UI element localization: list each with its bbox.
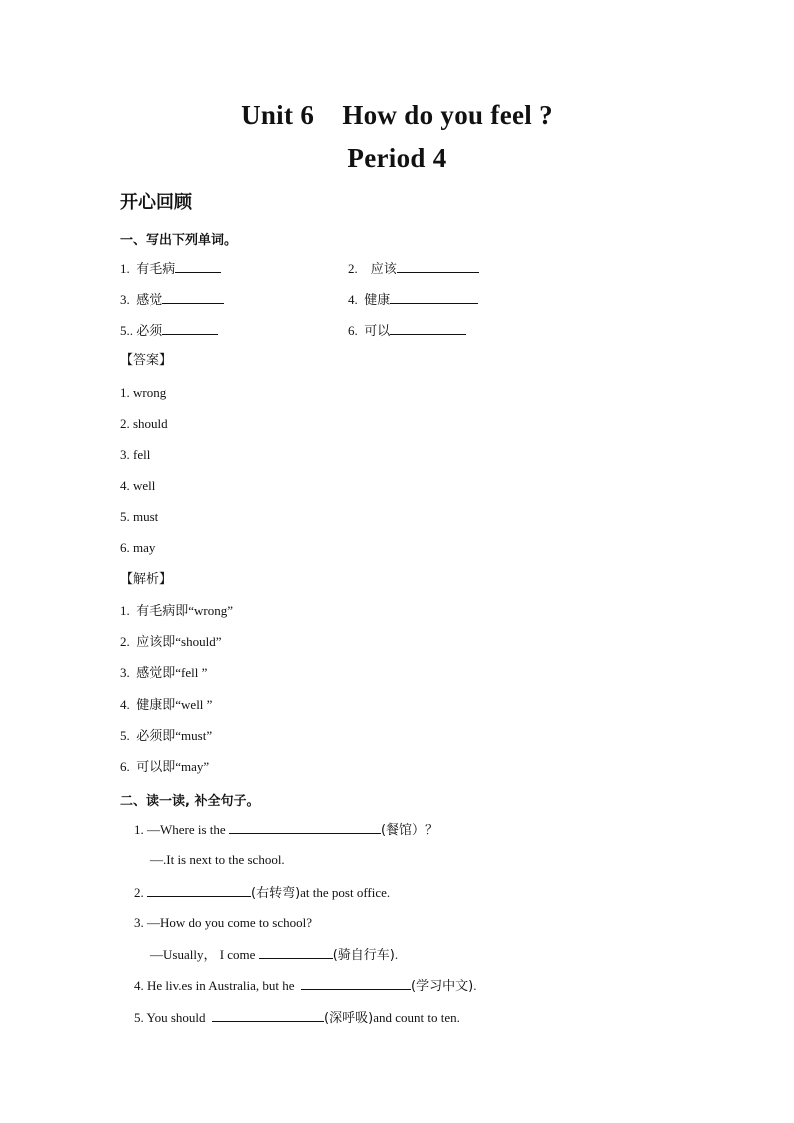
sentence-item-4: 4. He liv.es in Australia, but he (学习中文). bbox=[134, 978, 477, 994]
answer-item: 4. well bbox=[120, 478, 156, 493]
section-heading-review: 开心回顾 bbox=[120, 192, 192, 213]
word-item-2: 2. 应该 bbox=[348, 260, 479, 278]
part1-heading: 一、写出下列单词。 bbox=[120, 233, 238, 248]
analysis-heading: 【解析】 bbox=[120, 572, 173, 587]
answer-blank[interactable] bbox=[259, 946, 333, 959]
answer-item: 2. should bbox=[120, 416, 168, 431]
sentence-item-1: 1. —Where is the (餐馆）？ bbox=[134, 822, 439, 838]
answer-blank[interactable] bbox=[229, 821, 381, 834]
part2-heading: 二、读一读, 补全句子。 bbox=[120, 794, 260, 809]
document-subtitle: Period 4 bbox=[347, 143, 447, 173]
answers-heading: 【答案】 bbox=[120, 353, 173, 368]
analysis-item: 3. 感觉即“fell ” bbox=[120, 665, 208, 681]
answer-blank[interactable] bbox=[397, 260, 479, 273]
analysis-item: 5. 必须即“must” bbox=[120, 728, 213, 744]
analysis-item: 4. 健康即“well ” bbox=[120, 697, 213, 713]
answer-blank[interactable] bbox=[175, 260, 221, 273]
word-item-4: 4. 健康 bbox=[348, 291, 478, 309]
answer-blank[interactable] bbox=[390, 322, 466, 335]
answer-blank[interactable] bbox=[390, 291, 478, 304]
analysis-item: 2. 应该即“should” bbox=[120, 634, 222, 650]
word-item-6: 6. 可以 bbox=[348, 322, 466, 340]
analysis-item: 1. 有毛病即“wrong” bbox=[120, 603, 234, 619]
word-item-5: 5.. 必须 bbox=[120, 322, 218, 340]
answer-blank[interactable] bbox=[301, 977, 411, 990]
sentence-reply-1: —.It is next to the school. bbox=[150, 852, 285, 867]
sentence-reply-3: —Usually， I come (骑自行车). bbox=[150, 947, 399, 963]
answer-item: 6. may bbox=[120, 540, 156, 555]
answer-item: 3. fell bbox=[120, 447, 151, 462]
word-item-3: 3. 感觉 bbox=[120, 291, 224, 309]
answer-item: 1. wrong bbox=[120, 385, 167, 400]
sentence-item-3: 3. —How do you come to school? bbox=[134, 915, 313, 930]
word-item-1: 1. 有毛病 bbox=[120, 260, 221, 278]
answer-blank[interactable] bbox=[162, 291, 224, 304]
document-title: Unit 6 How do you feel ? bbox=[241, 100, 553, 130]
answer-blank[interactable] bbox=[212, 1009, 324, 1022]
sentence-item-5: 5. You should (深呼吸)and count to ten. bbox=[134, 1010, 460, 1026]
answer-blank[interactable] bbox=[147, 884, 251, 897]
answer-blank[interactable] bbox=[162, 322, 218, 335]
answer-item: 5. must bbox=[120, 509, 159, 524]
sentence-item-2: 2. (右转弯)at the post office. bbox=[134, 885, 391, 901]
analysis-item: 6. 可以即“may” bbox=[120, 759, 210, 775]
